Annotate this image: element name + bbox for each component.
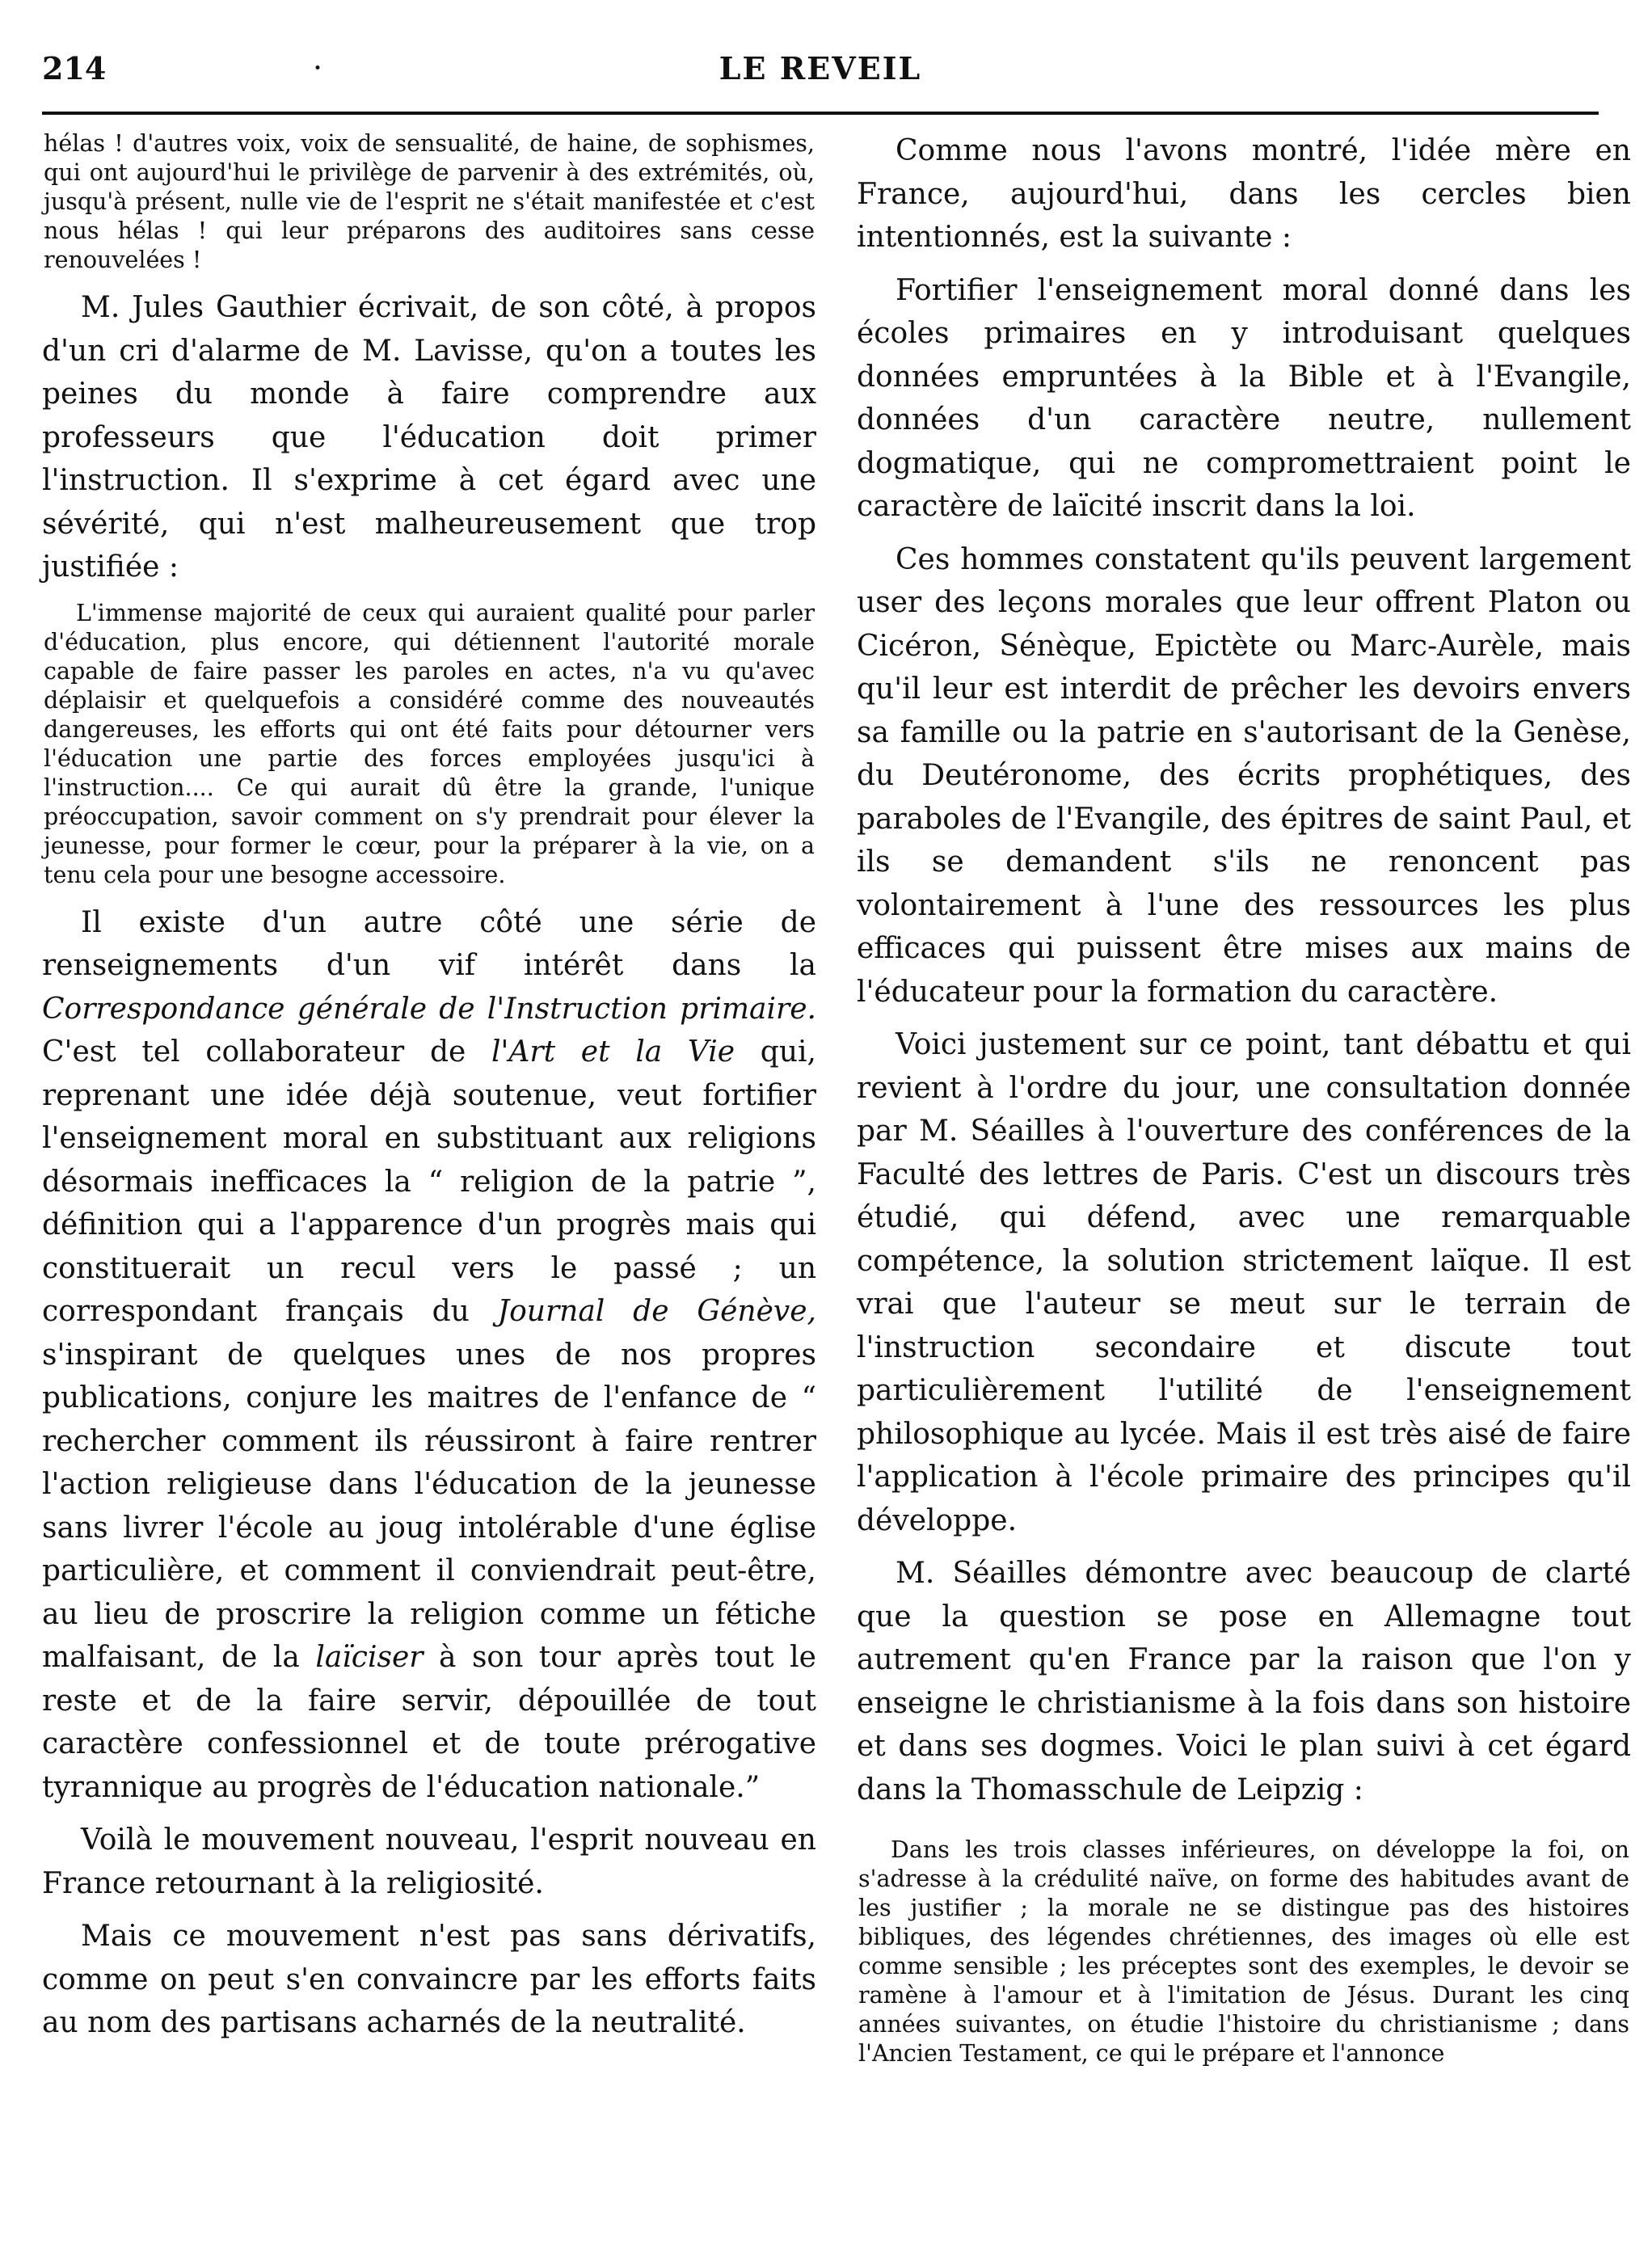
header-dot: ·: [313, 50, 323, 86]
paragraph-seailles-allemagne: M. Séailles démontre avec beaucoup de clarté que la question se pose en Allemagne tout autrement qu'en France par la raison que l'on y enseigne le christianisme à la fois dans son histoire et dans ses dogmes. Voici le plan suivi à cet égard dans la Thomasschule de Leipzig :: [857, 1557, 1631, 1806]
italic-laiciser: laïciser: [315, 1641, 424, 1674]
quote-continuation: hélas ! d'autres voix, voix de sensualité, de haine, de sophismes, qui ont aujourd'hui le privilège de parvenir à des extrémités, où, jusqu'à présent, nulle vie de l'esprit ne s'était manifestée et c'est nous hélas ! qui leur préparons des auditoires sans cesse renouvelées !: [44, 130, 815, 273]
text-run: qui, reprenant une idée déjà soutenue, veut fortifier l'enseignement moral en substituant aux religions désormais inefficaces la “ religion de la patrie ”, définition qui a l'apparence d'un progrès mais qui constituerait un recul vers le passé ; un correspondant français du: [42, 1035, 816, 1328]
paragraph-renseignements: [42, 901, 816, 1810]
header-rule: [42, 112, 1599, 115]
italic-journal-de-geneve: Journal de Génève,: [497, 1295, 816, 1328]
italic-art-et-la-vie: l'Art et la Vie: [491, 1035, 735, 1069]
running-title: LE REVEIL: [719, 50, 922, 86]
left-column: [42, 129, 816, 2055]
right-column: [857, 129, 1631, 2080]
text-run: Il existe d'un autre côté une série de renseignements d'un vif intérêt dans la: [42, 905, 816, 982]
paragraph-gauthier: M. Jules Gauthier écrivait, de son côté, à propos d'un cri d'alarme de M. Lavisse, qu'on a toutes les peines du monde à faire comprendre aux professeurs que l'éducation doit primer l'instruction. Il s'exprime à cet égard avec une sévérité, qui n'est malheureusement que trop justifiée :: [42, 291, 816, 584]
page-header: [42, 50, 1599, 107]
text-run: à son tour après tout le reste et de la faire servir, dépouillée de tout caractère confessionnel et de toute prérogative tyrannique au progrès de l'éducation nationale.”: [42, 1641, 816, 1804]
paragraph-seailles-consultation: Voici justement sur ce point, tant débattu et qui revient à l'ordre du jour, une consultation donnée par M. Séailles à l'ouverture des conférences de la Faculté des lettres de Paris. C'est un discours très étudié, qui défend, avec une remarquable compétence, la solution strictement laïque. Il est vrai que l'auteur se meut sur le terrain de l'instruction secondaire et discute tout particulièrement l'utilité de l'enseignement philosophique au lycée. Mais il est très aisé de faire l'application à l'école primaire des principes qu'il développe.: [857, 1028, 1631, 1537]
paragraph-fortifier: Fortifier l'enseignement moral donné dans les écoles primaires en y introduisant quelques données empruntées à la Bible et à l'Evangile, données d'un caractère neutre, nullement dogmatique, qui ne compromettraient point le caractère de laïcité inscrit dans la loi.: [857, 273, 1631, 523]
italic-correspondance: Correspondance générale de l'Instruction primaire.: [42, 992, 816, 1026]
quote-gauthier: L'immense majorité de ceux qui auraient qualité pour parler d'éducation, plus encore, qui détiennent l'autorité morale capable de faire passer les paroles en actes, n'a vu qu'avec déplaisir et quelquefois a considéré comme des nouveautés dangereuses, les efforts qui ont été faits pour détourner vers l'éducation une partie des forces employées jusqu'ici à l'instruction.... Ce qui aurait dû être la grande, l'unique préoccupation, savoir comment on s'y prendrait pour élever la jeunesse, pour former le cœur, pour la préparer à la vie, on a tenu cela pour une besogne accessoire.: [44, 599, 815, 888]
page-number: 214: [42, 50, 107, 86]
paragraph-mouvement: Voilà le mouvement nouveau, l'esprit nouveau en France retournant à la religiosité.: [42, 1823, 816, 1900]
paragraph-derivatifs: Mais ce mouvement n'est pas sans dérivatifs, comme on peut s'en convaincre par les efforts faits au nom des partisans acharnés de la neutralité.: [42, 1920, 816, 2039]
paragraph-hommes-constatent: Ces hommes constatent qu'ils peuvent largement user des leçons morales que leur offrent Platon ou Cicéron, Sénèque, Epictète ou Marc-Aurèle, mais qu'il leur est interdit de prêcher les devoirs envers sa famille ou la patrie en s'autorisant de la Genèse, du Deutéronome, des écrits prophétiques, des paraboles de l'Evangile, des épitres de saint Paul, et ils se demandent s'ils ne renoncent pas volontairement à l'une des ressources les plus efficaces qui puissent être mises aux mains de l'éducateur pour la formation du caractère.: [857, 542, 1631, 1009]
paragraph-idee-mere: Comme nous l'avons montré, l'idée mère en France, aujourd'hui, dans les cercles bien intentionnés, est la suivante :: [857, 134, 1631, 254]
text-run: s'inspirant de quelques unes de nos propres publications, conjure les maitres de l'enfance de “ rechercher comment ils réussiront à faire rentrer l'action religieuse dans l'éducation de la jeunesse sans livrer l'école au joug intolérable d'une église particulière, et comment il conviendrait peut-être, au lieu de proscrire la religion comme un fétiche malfaisant, de la: [42, 1338, 816, 1674]
text-run: C'est tel collaborateur de: [42, 1035, 491, 1069]
quote-thomasschule: Dans les trois classes inférieures, on développe la foi, on s'adresse à la crédulité naïve, on forme des habitudes avant de les justifier ; la morale ne se distingue pas des histoires bibliques, des légendes chrétiennes, des images où elle est comme sensible ; les préceptes sont des exemples, le devoir se ramène à l'amour et à l'imitation de Jésus. Durant les cinq années suivantes, on étudie l'histoire du christianisme ; dans l'Ancien Testament, ce qui le prépare et l'annonce: [858, 1836, 1629, 2067]
